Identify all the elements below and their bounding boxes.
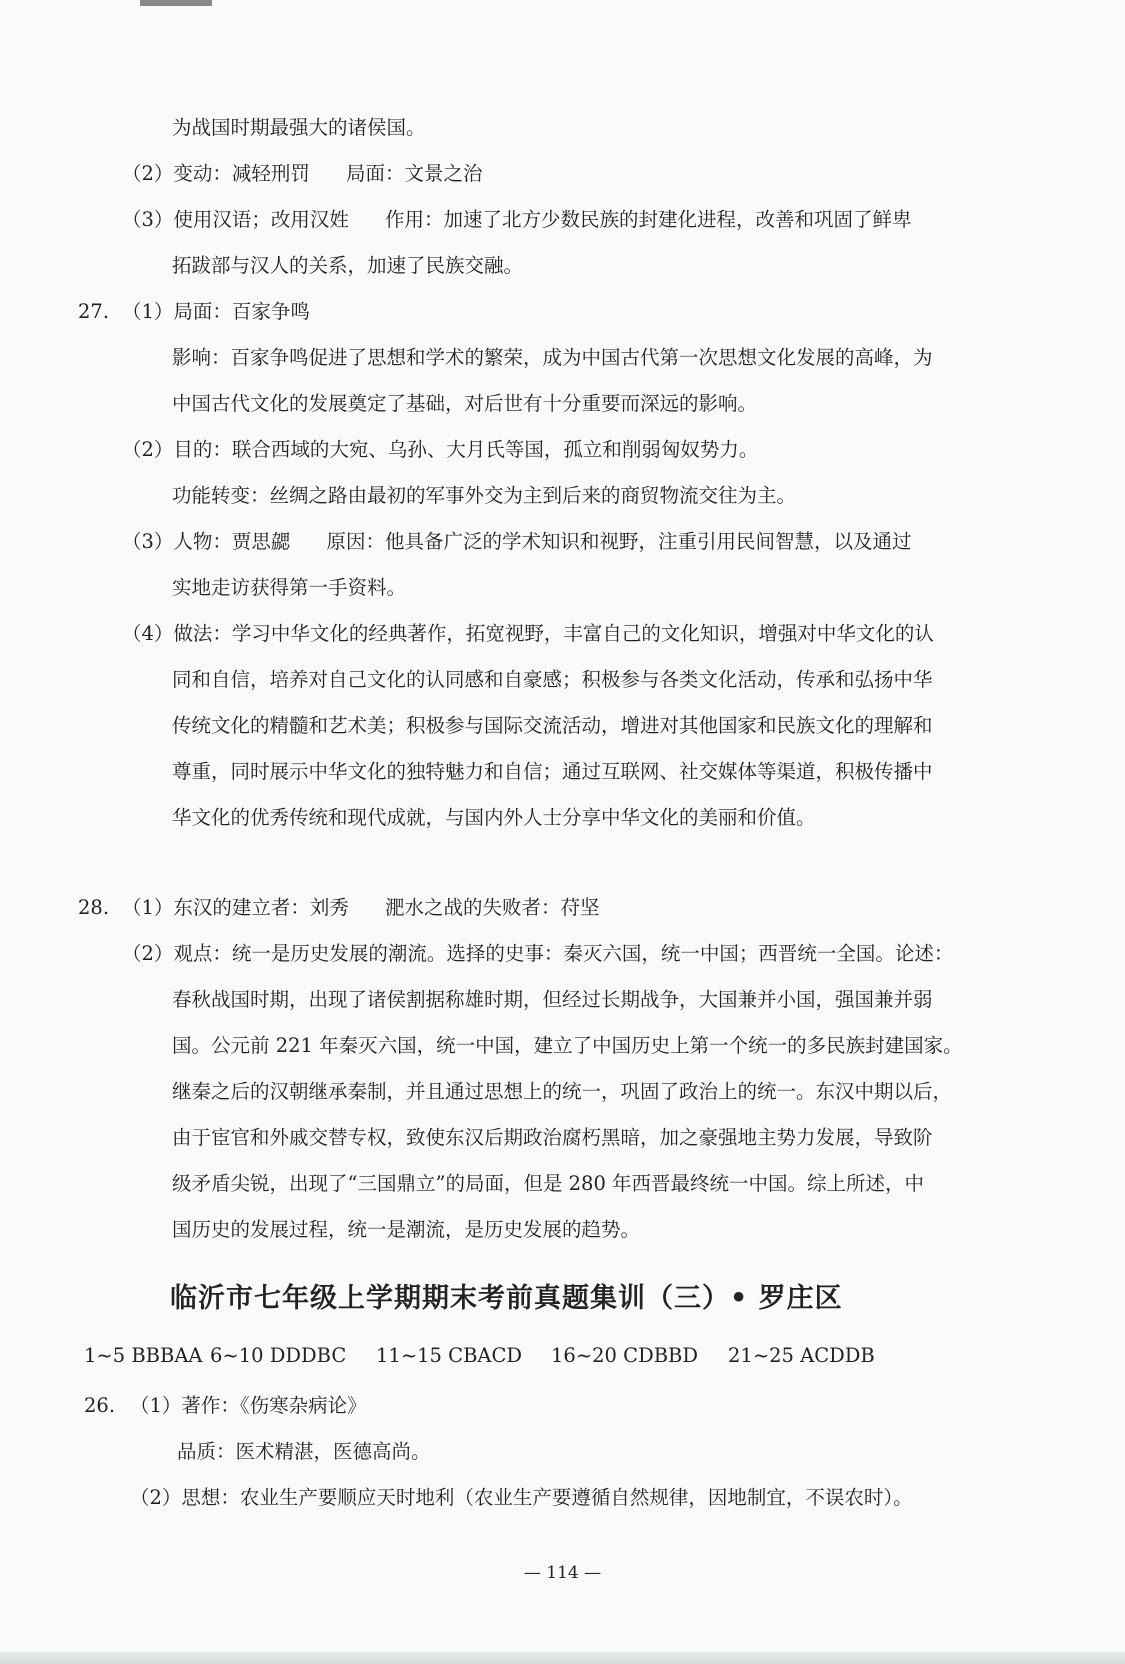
answer-effect: 作用：加速了北方少数民族的封建化进程，改善和巩固了鲜卑 [384,208,912,231]
answer-work: 著作：《伤寒杂病论》 [181,1394,367,1417]
part-label: （1） [122,896,174,919]
text-line: 做法：学习中华文化的经典著作，拓宽视野，丰富自己的文化知识，增强对中华文化的认 [173,622,934,645]
text-line: 国。公元前 221 年秦灭六国，统一中国，建立了中国历史上第一个统一的多民族封建国家。 [172,1034,963,1057]
answer-situation: 局面：文景之治 [345,162,483,185]
multiple-choice-answers [84,1342,875,1370]
scan-edge-mark [140,0,212,6]
text-line: 功能转变：丝绸之路由最初的军事外交为主到后来的商贸物流交往为主。 [172,484,797,507]
q28-part-1 [122,894,599,922]
part-label: （2） [122,162,174,185]
part-label: （4） [122,622,174,645]
answer-founder: 东汉的建立者：刘秀 [173,896,349,919]
text-line: 春秋战国时期，出现了诸侯割据称雄时期，但经过长期战争，大国兼并小国，强国兼并弱 [172,988,933,1011]
q27-part-1 [122,298,310,326]
q26-part-1 [130,1392,367,1420]
answer-group: 11~15 CBACD [376,1344,523,1367]
part-label: （1） [130,1394,182,1417]
q28-part-2 [122,940,953,968]
answer-thought: 思想：农业生产要顺应天时地利（农业生产要遵循自然规律，因地制宜，不误农时）。 [181,1486,913,1509]
q26-part-2 [130,1484,913,1512]
answer-group: 1~5 BBBAA [84,1344,203,1367]
answer-group: 6~10 DDDBC [210,1344,347,1367]
answer-reason: 原因：他具备广泛的学术知识和视野，注重引用民间智慧，以及通过 [326,530,912,553]
question-part-3 [122,206,911,234]
text-line: 实地走访获得第一手资料。 [172,576,407,599]
answer-group: 16~20 CDBBD [551,1344,699,1367]
section-heading: 临沂市七年级上学期期末考前真题集训（三）• 罗庄区 [170,1283,843,1314]
text-line: 华文化的优秀传统和现代成就，与国内外人士分享中华文化的美丽和价值。 [172,806,816,829]
q27-part-2 [122,436,758,464]
q27-part-3 [122,528,911,556]
text-line: 拓跋部与汉人的关系，加速了民族交融。 [172,254,524,277]
text-line: 影响：百家争鸣促进了思想和学术的繁荣，成为中国古代第一次思想文化发展的高峰，为 [172,346,933,369]
text-line: 级矛盾尖锐，出现了“三国鼎立”的局面，但是 280 年西晋最终统一中国。综上所述，中 [172,1172,925,1195]
part-label: （2） [130,1486,182,1509]
text-line: 继秦之后的汉朝继承秦制，并且通过思想上的统一，巩固了政治上的统一。东汉中期以后， [172,1080,953,1103]
part-label: （3） [122,208,174,231]
answer-situation: 局面：百家争鸣 [173,300,310,323]
q27-part-4 [122,620,934,648]
answer-text: 使用汉语；改用汉姓 [173,208,349,231]
answer-change: 变动：减轻刑罚 [173,162,310,185]
part-label: （2） [122,942,174,965]
answer-loser: 淝水之战的失败者：苻坚 [384,896,600,919]
text-line: 为战国时期最强大的诸侯国。 [172,116,426,139]
question-number-27: 27. [78,300,110,323]
text-line: 国历史的发展过程，统一是潮流，是历史发展的趋势。 [172,1218,641,1241]
text-line: 尊重，同时展示中华文化的独特魅力和自信；通过互联网、社交媒体等渠道，积极传播中 [172,760,933,783]
scan-bottom-edge [0,1652,1125,1664]
question-part-2 [122,160,482,188]
question-number-28: 28. [78,896,110,919]
page-number: — 114 — [523,1563,602,1583]
text-line: 同和自信，培养对自己文化的认同感和自豪感；积极参与各类文化活动，传承和弘扬中华 [172,668,933,691]
text-line: 由于宦官和外戚交替专权，致使东汉后期政治腐朽黑暗，加之豪强地主势力发展，导致阶 [172,1126,933,1149]
part-label: （2） [122,438,174,461]
answer-group: 21~25 ACDDB [728,1344,875,1367]
answer-purpose: 目的：联合西域的大宛、乌孙、大月氏等国，孤立和削弱匈奴势力。 [173,438,759,461]
part-label: （1） [122,300,174,323]
text-line: 观点：统一是历史发展的潮流。选择的史事：秦灭六国，统一中国；西晋统一全国。论述： [173,942,954,965]
text-line: 品质：医术精湛，医德高尚。 [177,1440,431,1463]
text-line: 传统文化的精髓和艺术美；积极参与国际交流活动，增进对其他国家和民族文化的理解和 [172,714,933,737]
answer-person: 人物：贾思勰 [173,530,291,553]
text-line: 中国古代文化的发展奠定了基础，对后世有十分重要而深远的影响。 [172,392,758,415]
question-number-26: 26. [84,1394,116,1417]
part-label: （3） [122,530,174,553]
